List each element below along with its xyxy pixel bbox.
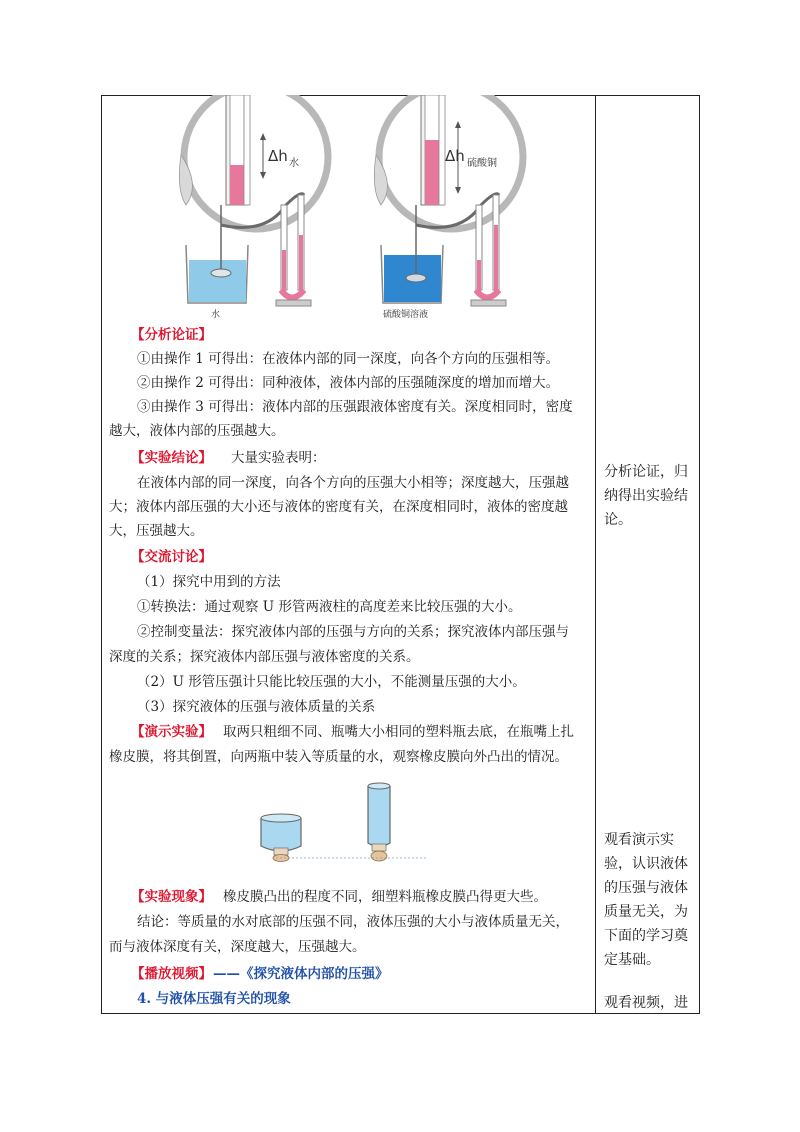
side-note-3: 观看视频，进 xyxy=(604,995,688,1011)
main-column xyxy=(101,95,595,1014)
side-column xyxy=(596,95,700,1014)
caption-copper-sulfate: 硫酸铜溶液 xyxy=(383,310,429,320)
conclusion-line-3: 大，压强越大。 xyxy=(109,523,204,539)
section-4-title: 4. 与液体压强有关的现象 xyxy=(137,991,291,1007)
analysis-item-3b: 越大，液体内部的压强越大。 xyxy=(109,423,285,439)
side-note-1: 分析论证，归纳得出实验结论。 xyxy=(604,464,688,528)
copper-subscript: 硫酸铜 xyxy=(467,158,497,169)
water-subscript: 水 xyxy=(289,158,299,169)
manometer-figure xyxy=(176,95,586,323)
demo-line-1: 取两只粗细不同、瓶嘴大小相同的塑料瓶去底，在瓶嘴上扎 xyxy=(223,724,574,740)
wide-bottle xyxy=(261,814,301,862)
discussion-q2: （2）U 形管压强计只能比较压强的大小，不能测量压强的大小。 xyxy=(137,674,526,690)
phenomenon-result-1: 结论：等质量的水对底部的压强不同，液体压强的大小与液体质量无关， xyxy=(137,914,569,930)
copper-sulfate-setup xyxy=(374,95,523,320)
discussion-method-2a: ②控制变量法：探究液体内部的压强与方向的关系；探究液体内部压强与 xyxy=(137,624,569,640)
discussion-heading: 【交流讨论】 xyxy=(131,549,212,565)
delta-h-water-label: Δh xyxy=(268,147,288,165)
conclusion-line-1: 在液体内部的同一深度，向各个方向的压强大小相等；深度越大，压强越 xyxy=(137,475,569,491)
analysis-item-1: ①由操作 1 可得出：在液体内部的同一深度，向各个方向的压强相等。 xyxy=(137,351,560,367)
analysis-item-3a: ③由操作 3 可得出：液体内部的压强跟液体密度有关。深度相同时，密度 xyxy=(137,399,573,415)
conclusion-intro: 大量实验表明： xyxy=(231,450,326,466)
analysis-heading: 【分析论证】 xyxy=(131,327,212,343)
side-note-2: 观看演示实验，认识液体的压强与液体质量无关，为下面的学习奠定基础。 xyxy=(604,832,688,968)
analysis-item-2: ②由操作 2 可得出：同种液体，液体内部的压强随深度的增加而增大。 xyxy=(137,375,560,391)
video-heading: 【播放视频】 xyxy=(131,966,212,982)
water-setup xyxy=(179,95,328,320)
demo-heading: 【演示实验】 xyxy=(131,724,212,740)
discussion-method-2b: 深度的关系；探究液体内部压强与液体密度的关系。 xyxy=(109,649,420,665)
caption-water: 水 xyxy=(211,310,221,320)
conclusion-heading: 【实验结论】 xyxy=(131,450,212,466)
discussion-q3: （3）探究液体的压强与液体质量的关系 xyxy=(137,699,376,715)
delta-h-copper-label: Δh xyxy=(445,147,465,165)
bottle-figure xyxy=(256,778,426,868)
phenomenon-text: 橡皮膜凸出的程度不同，细塑料瓶橡皮膜凸得更大些。 xyxy=(223,889,547,905)
video-title: ——《探究液体内部的压强》 xyxy=(213,966,389,982)
discussion-q1: （1）探究中用到的方法 xyxy=(137,574,281,590)
phenomenon-heading: 【实验现象】 xyxy=(131,889,212,905)
demo-line-2: 橡皮膜，将其倒置，向两瓶中装入等质量的水，观察橡皮膜向外凸出的情况。 xyxy=(109,749,568,765)
narrow-bottle xyxy=(368,783,390,861)
conclusion-line-2: 大；液体内部压强的大小还与液体的密度有关，在深度相同时，液体的密度越 xyxy=(109,499,568,515)
discussion-method-1: ①转换法：通过观察 U 形管两液柱的高度差来比较压强的大小。 xyxy=(137,599,522,615)
phenomenon-result-2: 而与液体深度有关，深度越大，压强越大。 xyxy=(109,939,366,955)
